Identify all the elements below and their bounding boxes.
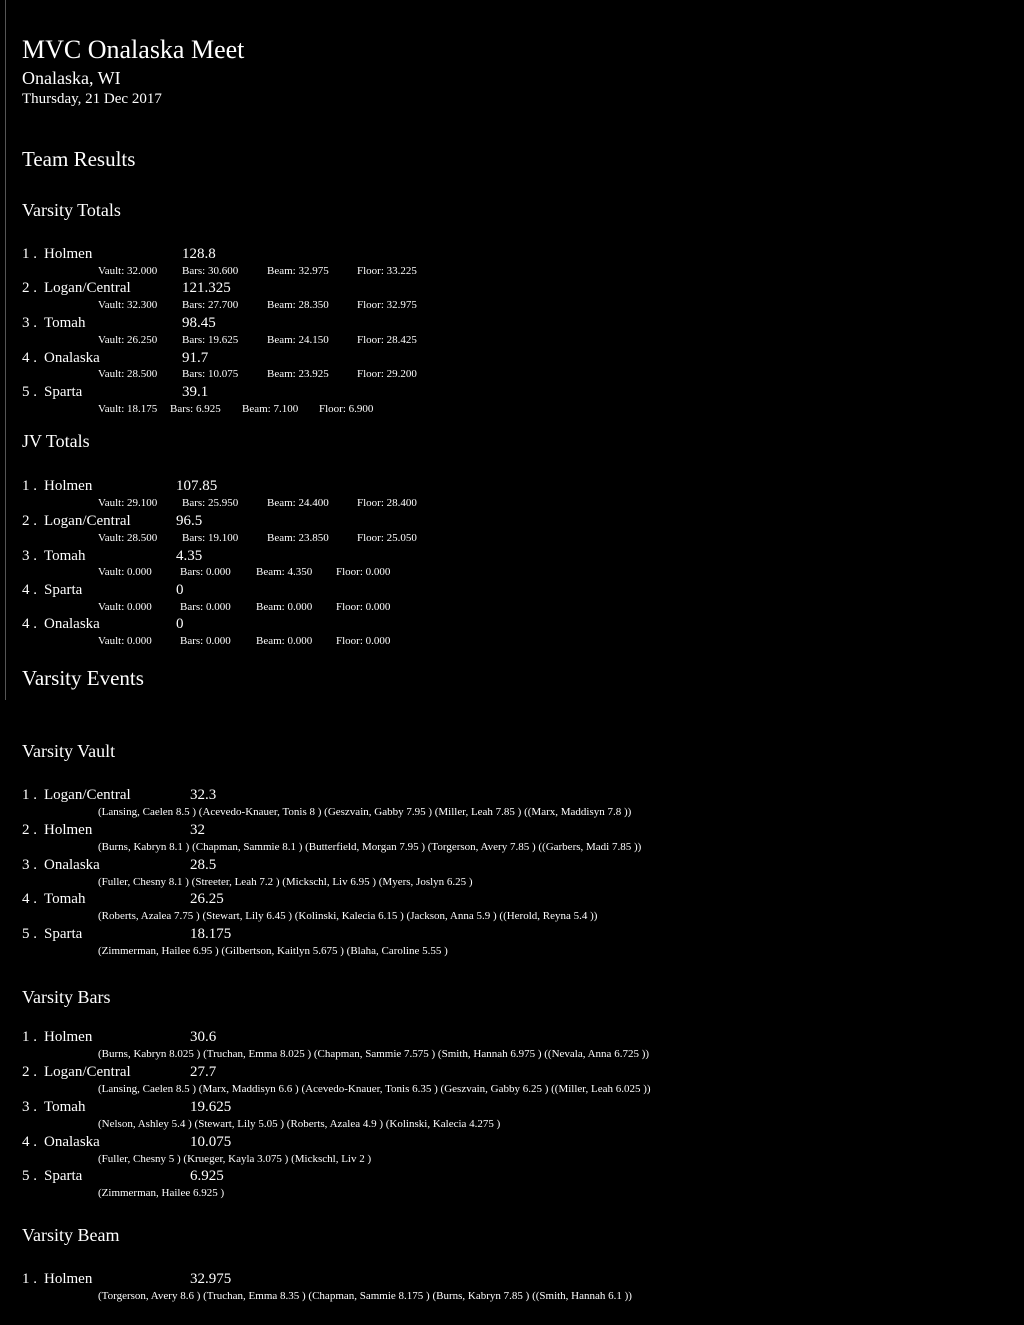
- varsity-bars-2: Bars: 27.700: [182, 299, 239, 311]
- varsity-bars-5: Bars: 6.925: [170, 403, 221, 415]
- varsity-vault-1: Vault: 32.000: [98, 265, 158, 277]
- jv-team-2: Logan/Central: [44, 513, 131, 529]
- vault-team-1: Logan/Central: [44, 787, 131, 803]
- varsity-total-1: 128.8: [182, 246, 216, 262]
- meet-location: Onalaska, WI: [22, 68, 121, 88]
- jv-vault-4: Vault: 0.000: [98, 601, 152, 613]
- varsity-team-5: Sparta: [44, 384, 83, 400]
- jv-floor-4: Floor: 0.000: [336, 601, 391, 613]
- varsity-vault-4: Vault: 28.500: [98, 368, 158, 380]
- bars-detail-3: (Nelson, Ashley 5.4 ) (Stewart, Lily 5.05 ) (Roberts, Azalea 4.9 ) (Kolinski, Kalecia 4.275 ): [98, 1118, 501, 1130]
- bars-detail-1: (Burns, Kabryn 8.025 ) (Truchan, Emma 8.025 ) (Chapman, Sammie 7.575 ) (Smith, Hannah 6.975 ) ((Nevala, Anna 6.725 )): [98, 1048, 650, 1060]
- jv-team-3: Tomah: [44, 548, 86, 564]
- varsity-beam-heading: Varsity Beam: [22, 1225, 120, 1245]
- bars-score-3: 19.625: [190, 1099, 232, 1115]
- vault-detail-4: (Roberts, Azalea 7.75 ) (Stewart, Lily 6.45 ) (Kolinski, Kalecia 6.15 ) (Jackson, Anna 5.9 ) ((Herold, Reyna 5.4 )): [98, 910, 598, 922]
- vault-team-2: Holmen: [44, 822, 93, 838]
- jv-rank-3: 3 .: [22, 548, 37, 564]
- varsity-team-1: Holmen: [44, 246, 93, 262]
- varsity-rank-4: 4 .: [22, 350, 37, 366]
- varsity-team-4: Onalaska: [44, 350, 100, 366]
- bars-rank-4: 4 .: [22, 1134, 37, 1150]
- jv-team-1: Holmen: [44, 478, 93, 494]
- jv-bars-3: Bars: 0.000: [180, 566, 231, 578]
- jv-team-5: Onalaska: [44, 616, 100, 632]
- vault-score-5: 18.175: [190, 926, 232, 942]
- meet-date: Thursday, 21 Dec 2017: [22, 91, 162, 107]
- bars-detail-2: (Lansing, Caelen 8.5 ) (Marx, Maddisyn 6.6 ) (Acevedo-Knauer, Tonis 6.35 ) (Geszvain, Gabby 6.25 ) ((Miller, Leah 6.025 )): [98, 1083, 651, 1095]
- jv-rank-2: 2 .: [22, 513, 37, 529]
- jv-total-4: 0: [176, 582, 184, 598]
- varsity-floor-5: Floor: 6.900: [319, 403, 374, 415]
- varsity-beam-4: Beam: 23.925: [267, 368, 329, 380]
- jv-rank-4: 4 .: [22, 582, 37, 598]
- vault-score-2: 32: [190, 822, 205, 838]
- varsity-beam-5: Beam: 7.100: [242, 403, 299, 415]
- varsity-floor-4: Floor: 29.200: [357, 368, 417, 380]
- varsity-bars-1: Bars: 30.600: [182, 265, 239, 277]
- jv-vault-5: Vault: 0.000: [98, 635, 152, 647]
- team-results-heading: Team Results: [22, 147, 136, 171]
- varsity-vault-5: Vault: 18.175: [98, 403, 158, 415]
- jv-total-3: 4.35: [176, 548, 203, 564]
- varsity-total-2: 121.325: [182, 280, 231, 296]
- varsity-rank-1: 1 .: [22, 246, 37, 262]
- varsity-totals-heading: Varsity Totals: [22, 200, 121, 220]
- varsity-bars-heading: Varsity Bars: [22, 987, 111, 1007]
- bars-score-5: 6.925: [190, 1168, 224, 1184]
- varsity-team-2: Logan/Central: [44, 280, 131, 296]
- vault-rank-4: 4 .: [22, 891, 37, 907]
- varsity-vault-2: Vault: 32.300: [98, 299, 158, 311]
- varsity-floor-2: Floor: 32.975: [357, 299, 417, 311]
- meet-title: MVC Onalaska Meet: [22, 35, 245, 64]
- bars-team-5: Sparta: [44, 1168, 83, 1184]
- jv-beam-1: Beam: 24.400: [267, 497, 329, 509]
- jv-rank-5: 4 .: [22, 616, 37, 632]
- jv-rank-1: 1 .: [22, 478, 37, 494]
- vault-score-4: 26.25: [190, 891, 224, 907]
- vault-team-4: Tomah: [44, 891, 86, 907]
- varsity-vault-3: Vault: 26.250: [98, 334, 158, 346]
- jv-floor-1: Floor: 28.400: [357, 497, 417, 509]
- beam-score-1: 32.975: [190, 1271, 232, 1287]
- vault-detail-2: (Burns, Kabryn 8.1 ) (Chapman, Sammie 8.1 ) (Butterfield, Morgan 7.95 ) (Torgerson, Avery 7.85 ) ((Garbers, Madi 7.85 )): [98, 841, 642, 853]
- varsity-total-3: 98.45: [182, 315, 216, 331]
- varsity-bars-4: Bars: 10.075: [182, 368, 239, 380]
- varsity-bars-3: Bars: 19.625: [182, 334, 239, 346]
- varsity-total-5: 39.1: [182, 384, 209, 400]
- beam-team-1: Holmen: [44, 1271, 93, 1287]
- varsity-vault-heading: Varsity Vault: [22, 741, 116, 761]
- jv-total-1: 107.85: [176, 478, 218, 494]
- page-edge-line: [5, 0, 6, 700]
- vault-team-3: Onalaska: [44, 857, 100, 873]
- varsity-rank-2: 2 .: [22, 280, 37, 296]
- vault-rank-1: 1 .: [22, 787, 37, 803]
- jv-bars-1: Bars: 25.950: [182, 497, 239, 509]
- bars-score-2: 27.7: [190, 1064, 217, 1080]
- vault-detail-5: (Zimmerman, Hailee 6.95 ) (Gilbertson, Kaitlyn 5.675 ) (Blaha, Caroline 5.55 ): [98, 945, 448, 957]
- jv-bars-2: Bars: 19.100: [182, 532, 239, 544]
- varsity-rank-3: 3 .: [22, 315, 37, 331]
- bars-rank-2: 2 .: [22, 1064, 37, 1080]
- vault-rank-2: 2 .: [22, 822, 37, 838]
- jv-beam-2: Beam: 23.850: [267, 532, 329, 544]
- bars-team-1: Holmen: [44, 1029, 93, 1045]
- jv-beam-3: Beam: 4.350: [256, 566, 313, 578]
- jv-vault-3: Vault: 0.000: [98, 566, 152, 578]
- vault-score-1: 32.3: [190, 787, 217, 803]
- bars-score-1: 30.6: [190, 1029, 217, 1045]
- vault-detail-1: (Lansing, Caelen 8.5 ) (Acevedo-Knauer, Tonis 8 ) (Geszvain, Gabby 7.95 ) (Miller, Leah 7.85 ) ((Marx, Maddisyn 7.8 )): [98, 806, 632, 818]
- bars-rank-1: 1 .: [22, 1029, 37, 1045]
- bars-detail-4: (Fuller, Chesny 5 ) (Krueger, Kayla 3.075 ) (Mickschl, Liv 2 ): [98, 1153, 372, 1165]
- bars-team-2: Logan/Central: [44, 1064, 131, 1080]
- varsity-floor-3: Floor: 28.425: [357, 334, 417, 346]
- beam-rank-1: 1 .: [22, 1271, 37, 1287]
- varsity-beam-2: Beam: 28.350: [267, 299, 329, 311]
- vault-team-5: Sparta: [44, 926, 83, 942]
- beam-detail-1: (Torgerson, Avery 8.6 ) (Truchan, Emma 8.35 ) (Chapman, Sammie 8.175 ) (Burns, Kabryn 7.85 ) ((Smith, Hannah 6.1 )): [98, 1290, 632, 1302]
- vault-score-3: 28.5: [190, 857, 217, 873]
- jv-bars-5: Bars: 0.000: [180, 635, 231, 647]
- varsity-total-4: 91.7: [182, 350, 209, 366]
- vault-detail-3: (Fuller, Chesny 8.1 ) (Streeter, Leah 7.2 ) (Mickschl, Liv 6.95 ) (Myers, Joslyn 6.25 ): [98, 876, 473, 888]
- bars-rank-3: 3 .: [22, 1099, 37, 1115]
- bars-score-4: 10.075: [190, 1134, 232, 1150]
- varsity-rank-5: 5 .: [22, 384, 37, 400]
- varsity-beam-1: Beam: 32.975: [267, 265, 329, 277]
- bars-team-4: Onalaska: [44, 1134, 100, 1150]
- jv-beam-4: Beam: 0.000: [256, 601, 313, 613]
- bars-detail-5: (Zimmerman, Hailee 6.925 ): [98, 1187, 225, 1199]
- varsity-events-heading: Varsity Events: [22, 666, 144, 690]
- jv-bars-4: Bars: 0.000: [180, 601, 231, 613]
- varsity-beam-3: Beam: 24.150: [267, 334, 329, 346]
- jv-total-2: 96.5: [176, 513, 203, 529]
- jv-total-5: 0: [176, 616, 184, 632]
- jv-vault-2: Vault: 28.500: [98, 532, 158, 544]
- jv-team-4: Sparta: [44, 582, 83, 598]
- varsity-team-3: Tomah: [44, 315, 86, 331]
- bars-team-3: Tomah: [44, 1099, 86, 1115]
- vault-rank-5: 5 .: [22, 926, 37, 942]
- jv-floor-5: Floor: 0.000: [336, 635, 391, 647]
- jv-totals-heading: JV Totals: [22, 431, 90, 451]
- jv-beam-5: Beam: 0.000: [256, 635, 313, 647]
- vault-rank-3: 3 .: [22, 857, 37, 873]
- jv-vault-1: Vault: 29.100: [98, 497, 158, 509]
- bars-rank-5: 5 .: [22, 1168, 37, 1184]
- varsity-floor-1: Floor: 33.225: [357, 265, 417, 277]
- jv-floor-3: Floor: 0.000: [336, 566, 391, 578]
- jv-floor-2: Floor: 25.050: [357, 532, 417, 544]
